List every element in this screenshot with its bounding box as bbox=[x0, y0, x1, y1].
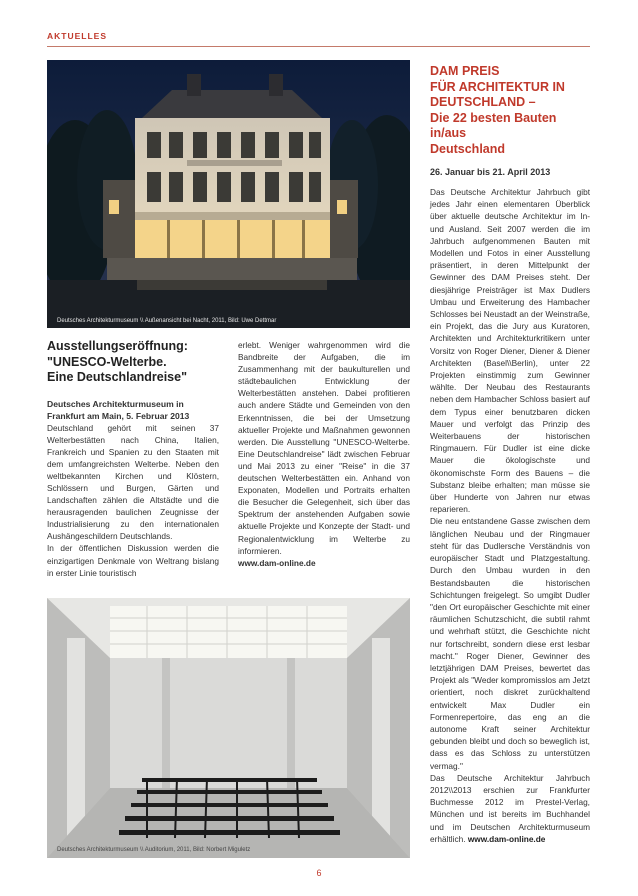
website-link[interactable]: www.dam-online.de bbox=[238, 557, 316, 568]
dam-article-title bbox=[430, 64, 590, 157]
article-subhead bbox=[47, 398, 219, 422]
section-label: AKTUELLES bbox=[47, 31, 107, 41]
dam-article-body bbox=[430, 186, 590, 845]
exhibition-date: 26. Januar bis 21. April 2013 bbox=[430, 167, 551, 177]
photo-caption: Deutsches Architekturmuseum \\ Auditorium, 2011, Bild: Norbert Miguletz bbox=[57, 847, 251, 853]
article-body bbox=[47, 422, 219, 579]
article-column-b bbox=[238, 339, 410, 569]
headline-line: Eine Deutschlandreise" bbox=[47, 370, 188, 384]
article-headline bbox=[47, 339, 219, 386]
paragraph-text: Das Deutsche Architektur Jahrbuch 2012\\2013 erschien zur Frankfurter Buchmesse 2012 im Prestel-Verlag, München und ist bereits im Buchhandel und im Deutschen Architekturmuseum erhältlich. bbox=[430, 772, 590, 844]
body-paragraph: In der öffentlichen Diskussion werden die einzigartigen Denkmale von Weltrang bislang in erster Linie touristisch bbox=[47, 543, 219, 578]
subhead-line: Frankfurt am Main, 5. Februar 2013 bbox=[47, 410, 190, 421]
body-paragraph: Das Deutsche Architektur Jahrbuch gibt jedes Jahr einen elementaren Überblick über aktuelle deutsche Architektur im In- und Ausland. Seit 2007 werden die im Jahrbuch aufgenommenen Bauten mit Modellen und Fotos in einer Ausstellung präsentiert, in deren Mittelpunkt der Gewinner des DAM Preises steht. Der diesjährige Preisträger ist Max Dudlers Umbau und Erweiterung des Hambacher Schlosses bei Neustadt an der Weinstraße, ein Projekt, das die Jury aus Kuratoren, Architekten und Architekturkritikern unter Vorsitz von Roger Diener, Diener & Diener Architekten (Basel\\Berlin), unter 22 Projekten einstimmig zum Gewinner wählte. Der Neubau des Restaurants neben dem Hambacher Schloss basiert auf dem Typus einer benutzbaren dicken Mauer und verfolgt das Prinzip des Weiterbauens der historischen Ringmauern. Für Dudler ist eine dicke Mauer die ökologischste und ökonomischste Form des Bauens – die Substanz bleibe erhalten; man müsse sie über Hunderte von Jahren nur etwas reparieren. bbox=[430, 187, 590, 515]
title-line: DEUTSCHLAND – bbox=[430, 95, 536, 109]
body-paragraph: Deutschland gehört mit seinen 37 Welterbestätten nach China, Italien, Frankreich und Spanien zu den Staaten mit dem umfangreichsten Welterbe. Neben den weltbekannten Kirchen und Klöstern, Schlössern und Burgen, Gärten und Landschaften zählen die Altstädte und die herausragenden baulichen Zeugnisse der Industrialisierung zu den internationalen Aushängeschildern Deutschlands. bbox=[47, 422, 219, 542]
subhead-line: Deutsches Architekturmuseum in bbox=[47, 398, 184, 409]
auditorium-photo bbox=[47, 598, 410, 858]
website-link[interactable]: www.dam-online.de bbox=[467, 833, 546, 844]
body-paragraph: Die neu entstandene Gasse zwischen dem länglichen Neubau und der Ringmauer steht für das Dudlersche Verständnis von europäischer Stadt und Platzgestaltung. Durch den Umbau wurden in den Bestandsbauten die historischen Schichtungen freigelegt. So umgibt Dudler "den Ort europäischer Geschichte mit einer räumlichen Schutzschicht, die subtil rahmt und wehrhaft stützt, die Geschichte nicht nur fortschreibt, sondern diese erst lesbar macht." Roger Diener, Gewinner des letztjährigen DAM Preises, bewertet das Projekt als "Weder kompromisslos am Jetzt orientiert, noch diskret zurückhaltend entwickelt Max Dudler ein Formenrepertoire, das eng an die autonome Kraft seiner Architektur gebunden bleibt und doch so beweglich ist, dass es das Schloss zu unterstützen vermag." bbox=[430, 516, 590, 771]
body-paragraph bbox=[430, 772, 590, 845]
title-line: FÜR ARCHITEKTUR IN bbox=[430, 79, 565, 94]
headline-line: Ausstellungseröffnung: bbox=[47, 339, 188, 353]
article-column-a bbox=[47, 339, 219, 579]
page-number: 6 bbox=[316, 868, 322, 878]
museum-exterior-photo bbox=[47, 60, 410, 328]
photo-caption: Deutsches Architekturmuseum \\ Außenansicht bei Nacht, 2011, Bild: Uwe Dettmar bbox=[57, 318, 277, 324]
headline-line: "UNESCO-Welterbe. bbox=[47, 354, 167, 369]
dam-article bbox=[430, 64, 590, 845]
museum-building-illustration bbox=[47, 60, 410, 328]
title-line: Die 22 besten Bauten in/aus bbox=[430, 110, 557, 140]
auditorium-illustration bbox=[47, 598, 410, 858]
title-line: Deutschland bbox=[430, 141, 506, 156]
body-paragraph: erlebt. Weniger wahrgenommen wird die Bandbreite der Aufgaben, die im Zusammenhang mit der baukulturellen und städtebaulichen Entwicklung der Welterbestätten anstehen. Dabei profitieren auch andere Städte und Gemeinden von den Erkenntnissen, die bei der Umsetzung aktueller Projekte und Maßnahmen gewonnen werden. Die Ausstellung "UNESCO-Welterbe. Eine Deutschlandreise" lädt zwischen Februar und Mai 2013 zu einer "Reise" in die 37 deutschen Welterbestätten ein. Anhand von Exponaten, Modellen und Portraits erhalten die Besucher die Gelegenheit, sich über das Spektrum der anstehenden Aufgaben sowie aktuelle Projekte und Konzepte der Stadt- und Regionalentwicklung im Welterbe zu informieren. bbox=[238, 340, 410, 556]
title-line: DAM PREIS bbox=[430, 64, 500, 78]
header-rule bbox=[47, 46, 590, 47]
